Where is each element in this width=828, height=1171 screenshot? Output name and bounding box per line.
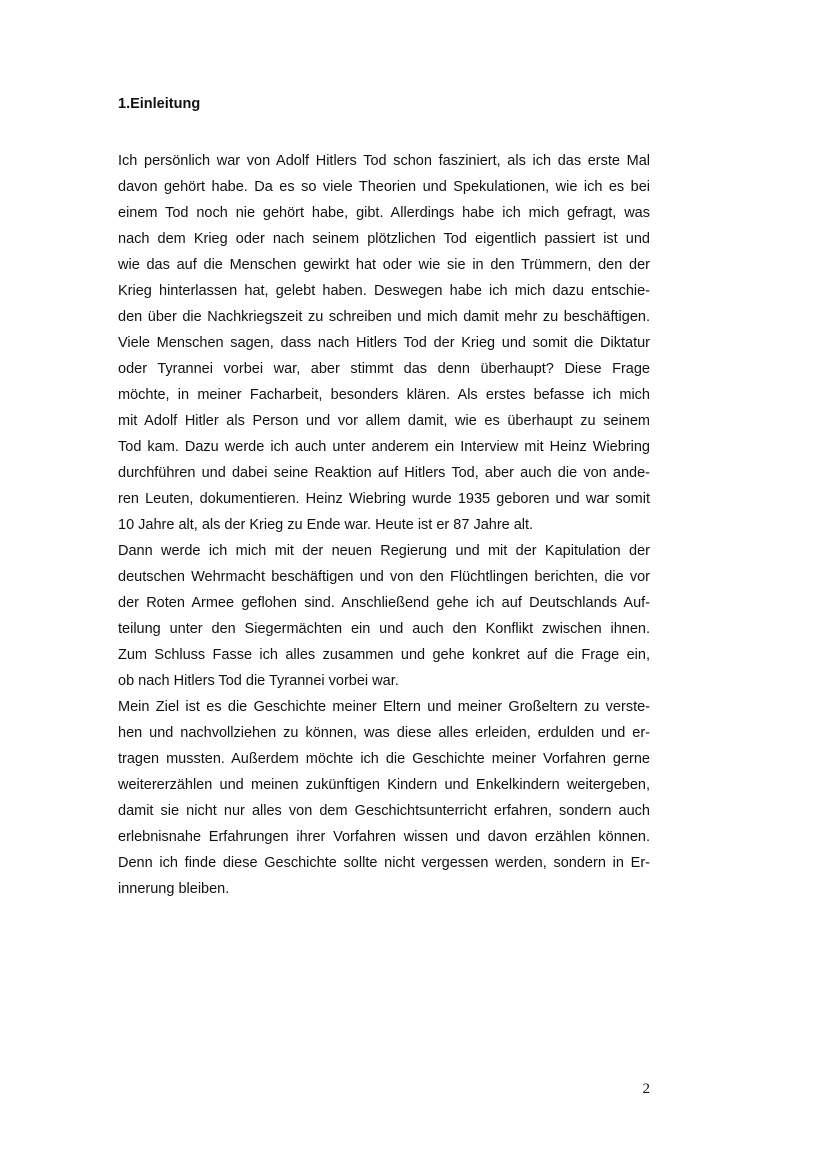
text-line: ob nach Hitlers Tod die Tyrannei vorbei war. <box>118 673 399 689</box>
text-line: Denn ich finde diese Geschichte sollte nicht vergessen werden, sondern in Er- <box>118 855 650 871</box>
text-line: wie das auf die Menschen gewirkt hat oder wie sie in den Trümmern, den der <box>118 257 650 273</box>
text-line: davon gehört habe. Da es so viele Theorien und Spekulationen, wie ich es bei <box>118 179 650 195</box>
text-line: Tod kam. Dazu werde ich auch unter anderem ein Interview mit Heinz Wiebring <box>118 439 650 455</box>
text-line: Zum Schluss Fasse ich alles zusammen und gehe konkret auf die Frage ein, <box>118 647 650 663</box>
text-line: damit sie nicht nur alles von dem Geschichtsunterricht erfahren, sondern auch <box>118 803 650 819</box>
text-line: 10 Jahre alt, als der Krieg zu Ende war. Heute ist er 87 Jahre alt. <box>118 517 534 533</box>
text-line: den über die Nachkriegszeit zu schreiben und mich damit mehr zu beschäftigen. <box>118 309 650 325</box>
text-line: hen und nachvollziehen zu können, was diese alles erleiden, erdulden und er- <box>118 725 650 741</box>
text-line: Dann werde ich mich mit der neuen Regierung und mit der Kapitulation der <box>118 543 650 559</box>
text-line: der Roten Armee geflohen sind. Anschließend gehe ich auf Deutschlands Auf- <box>118 595 650 611</box>
text-line: teilung unter den Siegermächten ein und auch den Konflikt zwischen ihnen. <box>118 621 650 637</box>
text-line: mit Adolf Hitler als Person und vor allem damit, wie es überhaupt zu seinem <box>118 413 650 429</box>
text-line: ren Leuten, dokumentieren. Heinz Wiebring wurde 1935 geboren und war somit <box>118 491 650 507</box>
text-line: weitererzählen und meinen zukünftigen Kindern und Enkelkindern weitergeben, <box>118 777 650 793</box>
page-number: 2 <box>642 1081 650 1097</box>
body-text <box>118 148 650 902</box>
text-line: Ich persönlich war von Adolf Hitlers Tod schon fasziniert, als ich das erste Mal <box>118 153 650 169</box>
text-line: einem Tod noch nie gehört habe, gibt. Allerdings habe ich mich gefragt, was <box>118 205 650 221</box>
text-line: nach dem Krieg oder nach seinem plötzlichen Tod eigentlich passiert ist und <box>118 231 650 247</box>
text-line: durchführen und dabei seine Reaktion auf Hitlers Tod, aber auch die von ande- <box>118 465 650 481</box>
text-line: Krieg hinterlassen hat, gelebt haben. Deswegen habe ich mich dazu entschie- <box>118 283 650 299</box>
text-line: Viele Menschen sagen, dass nach Hitlers Tod der Krieg und somit die Diktatur <box>118 335 650 351</box>
text-line: innerung bleiben. <box>118 881 230 897</box>
section-heading: 1.Einleitung <box>118 96 201 112</box>
text-line: oder Tyrannei vorbei war, aber stimmt das denn überhaupt? Diese Frage <box>118 361 650 377</box>
text-line: Mein Ziel ist es die Geschichte meiner Eltern und meiner Großeltern zu verste- <box>118 699 650 715</box>
text-line: möchte, in meiner Facharbeit, besonders klären. Als erstes befasse ich mich <box>118 387 650 403</box>
text-line: tragen mussten. Außerdem möchte ich die Geschichte meiner Vorfahren gerne <box>118 751 650 767</box>
text-line: erlebnisnahe Erfahrungen ihrer Vorfahren wissen und davon erzählen können. <box>118 829 650 845</box>
text-line: deutschen Wehrmacht beschäftigen und von den Flüchtlingen berichten, die vor <box>118 569 650 585</box>
